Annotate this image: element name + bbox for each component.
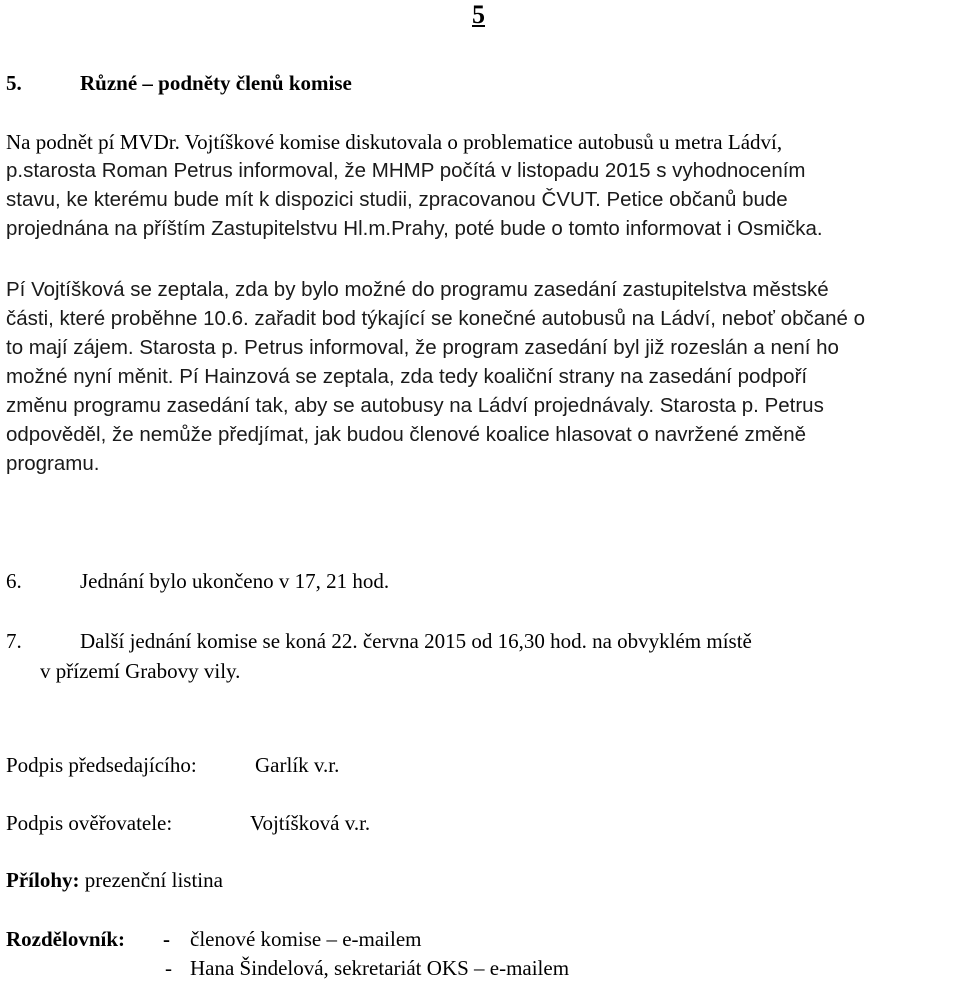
attachments-value: prezenční listina (84, 868, 223, 892)
section-7-number: 7. (6, 629, 22, 653)
paragraph-1-line: Na podnět pí MVDr. Vojtíškové komise diskutovala o problematice autobusů u metra Ládví, (6, 130, 783, 154)
paragraph-2-line: to mají zájem. Starosta p. Petrus informoval, že program zasedání byl již rozeslán a není ho (6, 336, 839, 359)
section-5-number: 5. (6, 71, 22, 95)
distribution-dash: - (165, 956, 172, 980)
paragraph-2-line: části, které proběhne 10.6. zařadit bod týkající se konečné autobusů na Ládví, neboť občané o (6, 307, 866, 330)
distribution-dash: - (163, 927, 170, 951)
paragraph-2-line: odpověděl, že nemůže předjímat, jak budou členové koalice hlasovat o navržené změně (6, 423, 806, 446)
section-6-text: Jednání bylo ukončeno v 17, 21 hod. (80, 569, 390, 593)
chair-signature-label: Podpis předsedajícího: (6, 753, 197, 777)
section-7-line-1: Další jednání komise se koná 22. června 2015 od 16,30 hod. na obvyklém místě (80, 629, 752, 653)
distribution-item: Hana Šindelová, sekretariát OKS – e-mailem (190, 956, 570, 980)
attachments-line (6, 865, 223, 895)
paragraph-1-line: projednána na příštím Zastupitelstvu Hl.m.Prahy, poté bude o tomto informovat i Osmička. (6, 217, 823, 240)
verifier-signature-label: Podpis ověřovatele: (6, 811, 173, 835)
paragraph-2-line: programu. (6, 452, 100, 475)
paragraph-2-line: možné nyní měnit. Pí Hainzová se zeptala, zda tedy koaliční strany na zasedání podpoří (6, 365, 808, 388)
section-5-heading: Různé – podněty členů komise (80, 71, 352, 95)
paragraph-1-line: p.starosta Roman Petrus informoval, že MHMP počítá v listopadu 2015 s vyhodnocením (6, 159, 806, 182)
paragraph-2-line: změnu programu zasedání tak, aby se autobusy na Ládví projednávaly. Starosta p. Petrus (6, 394, 824, 417)
distribution-item: členové komise – e-mailem (190, 927, 422, 951)
section-7-line-2: v přízemí Grabovy vily. (40, 659, 241, 683)
page-number: 5 (472, 0, 485, 29)
distribution-label: Rozdělovník: (6, 927, 126, 951)
section-6-number: 6. (6, 569, 22, 593)
paragraph-2-line: Pí Vojtíšková se zeptala, zda by bylo možné do programu zasedání zastupitelstva městské (6, 278, 829, 301)
verifier-signature-value: Vojtíšková v.r. (250, 811, 371, 835)
attachments-label: Přílohy: (6, 868, 80, 892)
chair-signature-value: Garlík v.r. (255, 753, 340, 777)
paragraph-1-line: stavu, ke kterému bude mít k dispozici studii, zpracovanou ČVUT. Petice občanů bude (6, 188, 788, 211)
